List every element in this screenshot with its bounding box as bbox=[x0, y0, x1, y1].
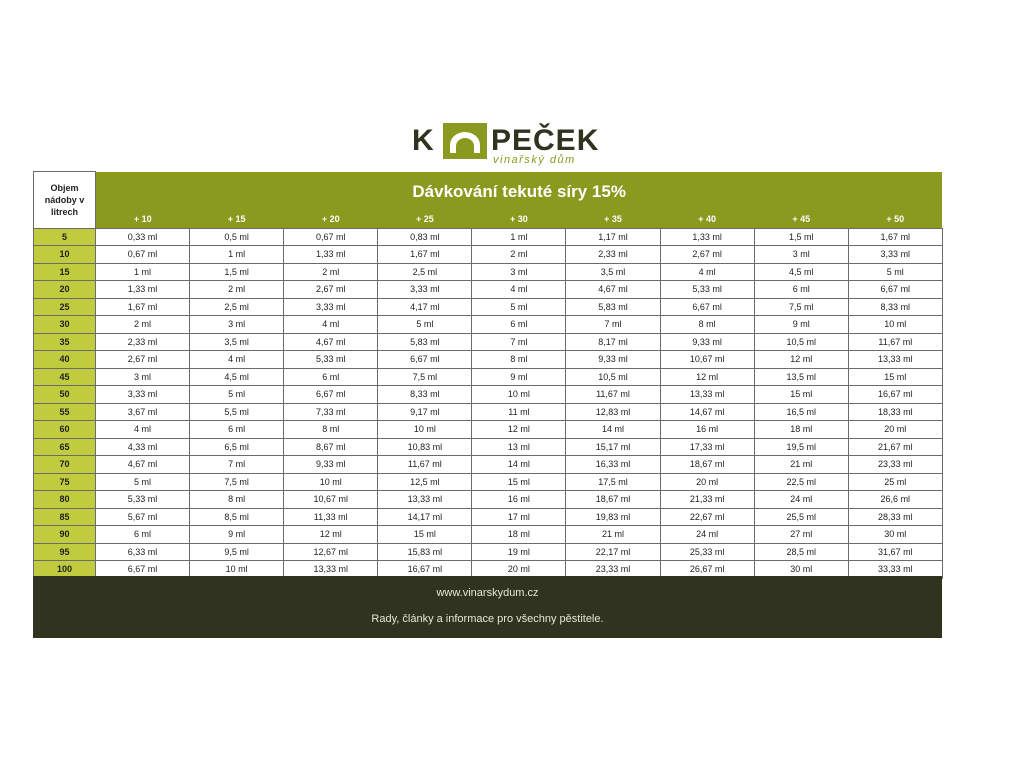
column-header-row bbox=[34, 210, 943, 229]
dose-cell: 14 ml bbox=[566, 421, 660, 439]
brand-logo bbox=[412, 120, 600, 166]
dose-cell: 0,5 ml bbox=[190, 228, 284, 246]
dose-cell: 9 ml bbox=[754, 316, 848, 334]
dose-cell: 2,67 ml bbox=[660, 246, 754, 264]
column-header: + 50 bbox=[848, 210, 942, 229]
dose-cell: 3 ml bbox=[472, 263, 566, 281]
dose-cell: 1,67 ml bbox=[848, 228, 942, 246]
dose-cell: 7,5 ml bbox=[378, 368, 472, 386]
dose-cell: 27 ml bbox=[754, 526, 848, 544]
dose-cell: 15 ml bbox=[848, 368, 942, 386]
dose-cell: 10,67 ml bbox=[284, 491, 378, 509]
column-header: + 10 bbox=[96, 210, 190, 229]
website-link[interactable]: www.vinarskydum.cz bbox=[436, 587, 539, 599]
dose-cell: 4 ml bbox=[190, 351, 284, 369]
dose-cell: 0,33 ml bbox=[96, 228, 190, 246]
dose-cell: 4 ml bbox=[96, 421, 190, 439]
dose-cell: 1,67 ml bbox=[378, 246, 472, 264]
dose-cell: 6,67 ml bbox=[284, 386, 378, 404]
dose-cell: 20 ml bbox=[660, 473, 754, 491]
dose-cell: 4,33 ml bbox=[96, 438, 190, 456]
dose-cell: 6,67 ml bbox=[378, 351, 472, 369]
dose-cell: 3 ml bbox=[754, 246, 848, 264]
dose-cell: 9,33 ml bbox=[660, 333, 754, 351]
dose-cell: 8 ml bbox=[660, 316, 754, 334]
dose-cell: 19 ml bbox=[472, 543, 566, 561]
row-volume-label: 20 bbox=[34, 281, 96, 299]
dosing-table bbox=[33, 171, 943, 579]
dose-cell: 12,83 ml bbox=[566, 403, 660, 421]
dose-cell: 21,67 ml bbox=[848, 438, 942, 456]
table-title: Dávkování tekuté síry 15% bbox=[96, 172, 943, 210]
dose-cell: 18,33 ml bbox=[848, 403, 942, 421]
row-volume-label: 60 bbox=[34, 421, 96, 439]
table-row bbox=[34, 263, 943, 281]
dose-cell: 17,33 ml bbox=[660, 438, 754, 456]
dose-cell: 8,67 ml bbox=[284, 438, 378, 456]
dose-cell: 6,33 ml bbox=[96, 543, 190, 561]
dose-cell: 6,67 ml bbox=[660, 298, 754, 316]
dose-cell: 3,33 ml bbox=[284, 298, 378, 316]
dose-cell: 5 ml bbox=[96, 473, 190, 491]
table-row bbox=[34, 281, 943, 299]
dose-cell: 14 ml bbox=[472, 456, 566, 474]
row-volume-label: 25 bbox=[34, 298, 96, 316]
dose-cell: 16,67 ml bbox=[848, 386, 942, 404]
dose-cell: 30 ml bbox=[848, 526, 942, 544]
dose-cell: 8 ml bbox=[284, 421, 378, 439]
dose-cell: 2 ml bbox=[96, 316, 190, 334]
dose-cell: 21 ml bbox=[754, 456, 848, 474]
dose-cell: 17 ml bbox=[472, 508, 566, 526]
row-volume-label: 70 bbox=[34, 456, 96, 474]
dose-cell: 31,67 ml bbox=[848, 543, 942, 561]
dose-cell: 22,17 ml bbox=[566, 543, 660, 561]
dose-cell: 6,67 ml bbox=[96, 561, 190, 579]
dose-cell: 0,83 ml bbox=[378, 228, 472, 246]
dose-cell: 9 ml bbox=[472, 368, 566, 386]
dose-cell: 1,33 ml bbox=[284, 246, 378, 264]
dose-cell: 16 ml bbox=[660, 421, 754, 439]
dose-cell: 22,5 ml bbox=[754, 473, 848, 491]
table-row bbox=[34, 491, 943, 509]
dose-cell: 1,67 ml bbox=[96, 298, 190, 316]
dose-cell: 11,67 ml bbox=[566, 386, 660, 404]
dose-cell: 8,5 ml bbox=[190, 508, 284, 526]
dose-cell: 0,67 ml bbox=[284, 228, 378, 246]
dose-cell: 8 ml bbox=[472, 351, 566, 369]
row-volume-label: 15 bbox=[34, 263, 96, 281]
dose-cell: 8,33 ml bbox=[378, 386, 472, 404]
table-body bbox=[34, 228, 943, 578]
dose-cell: 1,33 ml bbox=[96, 281, 190, 299]
dose-cell: 12,5 ml bbox=[378, 473, 472, 491]
dose-cell: 20 ml bbox=[848, 421, 942, 439]
dose-cell: 1,5 ml bbox=[754, 228, 848, 246]
dose-cell: 7,5 ml bbox=[190, 473, 284, 491]
dose-cell: 9 ml bbox=[190, 526, 284, 544]
dose-cell: 5,33 ml bbox=[284, 351, 378, 369]
table-row bbox=[34, 473, 943, 491]
dose-cell: 21,33 ml bbox=[660, 491, 754, 509]
dose-cell: 15 ml bbox=[378, 526, 472, 544]
dose-cell: 12 ml bbox=[472, 421, 566, 439]
row-volume-label: 40 bbox=[34, 351, 96, 369]
table-row bbox=[34, 246, 943, 264]
dose-cell: 10 ml bbox=[472, 386, 566, 404]
dose-cell: 5 ml bbox=[378, 316, 472, 334]
dose-cell: 5,5 ml bbox=[190, 403, 284, 421]
column-header: + 20 bbox=[284, 210, 378, 229]
dose-cell: 15,83 ml bbox=[378, 543, 472, 561]
dose-cell: 26,6 ml bbox=[848, 491, 942, 509]
dose-cell: 9,17 ml bbox=[378, 403, 472, 421]
dose-cell: 4,67 ml bbox=[96, 456, 190, 474]
row-volume-label: 80 bbox=[34, 491, 96, 509]
table-row bbox=[34, 456, 943, 474]
row-volume-label: 50 bbox=[34, 386, 96, 404]
dose-cell: 11,33 ml bbox=[284, 508, 378, 526]
dose-cell: 14,67 ml bbox=[660, 403, 754, 421]
dose-cell: 5 ml bbox=[848, 263, 942, 281]
dose-cell: 4 ml bbox=[284, 316, 378, 334]
dose-cell: 1 ml bbox=[190, 246, 284, 264]
dose-cell: 13,33 ml bbox=[848, 351, 942, 369]
dose-cell: 2,67 ml bbox=[284, 281, 378, 299]
dose-cell: 12 ml bbox=[754, 351, 848, 369]
dose-cell: 7,33 ml bbox=[284, 403, 378, 421]
dose-cell: 22,67 ml bbox=[660, 508, 754, 526]
dose-cell: 24 ml bbox=[660, 526, 754, 544]
table-row bbox=[34, 333, 943, 351]
dose-cell: 15 ml bbox=[472, 473, 566, 491]
dose-cell: 9,33 ml bbox=[566, 351, 660, 369]
row-volume-label: 95 bbox=[34, 543, 96, 561]
dose-cell: 15 ml bbox=[754, 386, 848, 404]
dose-cell: 12 ml bbox=[660, 368, 754, 386]
dose-cell: 10 ml bbox=[848, 316, 942, 334]
dose-cell: 12,67 ml bbox=[284, 543, 378, 561]
footer bbox=[33, 576, 942, 638]
dose-cell: 25 ml bbox=[848, 473, 942, 491]
dosing-table-wrapper bbox=[33, 171, 942, 579]
dose-cell: 13,33 ml bbox=[284, 561, 378, 579]
dose-cell: 16,33 ml bbox=[566, 456, 660, 474]
dose-cell: 16,5 ml bbox=[754, 403, 848, 421]
dose-cell: 5,33 ml bbox=[660, 281, 754, 299]
dose-cell: 3 ml bbox=[96, 368, 190, 386]
dose-cell: 23,33 ml bbox=[848, 456, 942, 474]
table-row bbox=[34, 228, 943, 246]
dose-cell: 3,33 ml bbox=[378, 281, 472, 299]
dose-cell: 3,67 ml bbox=[96, 403, 190, 421]
dose-cell: 14,17 ml bbox=[378, 508, 472, 526]
dose-cell: 3,5 ml bbox=[190, 333, 284, 351]
dose-cell: 6,67 ml bbox=[848, 281, 942, 299]
row-volume-label: 35 bbox=[34, 333, 96, 351]
column-header: + 25 bbox=[378, 210, 472, 229]
dose-cell: 25,33 ml bbox=[660, 543, 754, 561]
table-row bbox=[34, 351, 943, 369]
row-volume-label: 45 bbox=[34, 368, 96, 386]
dose-cell: 11,67 ml bbox=[378, 456, 472, 474]
dose-cell: 10,83 ml bbox=[378, 438, 472, 456]
dose-cell: 3,5 ml bbox=[566, 263, 660, 281]
dose-cell: 10,5 ml bbox=[566, 368, 660, 386]
dose-cell: 21 ml bbox=[566, 526, 660, 544]
dose-cell: 17,5 ml bbox=[566, 473, 660, 491]
dose-cell: 10 ml bbox=[190, 561, 284, 579]
dose-cell: 1,5 ml bbox=[190, 263, 284, 281]
dose-cell: 2,33 ml bbox=[96, 333, 190, 351]
dose-cell: 10 ml bbox=[378, 421, 472, 439]
dose-cell: 8 ml bbox=[190, 491, 284, 509]
dose-cell: 6 ml bbox=[190, 421, 284, 439]
dose-cell: 4 ml bbox=[660, 263, 754, 281]
dose-cell: 6 ml bbox=[754, 281, 848, 299]
dose-cell: 10,67 ml bbox=[660, 351, 754, 369]
dose-cell: 4,17 ml bbox=[378, 298, 472, 316]
table-row bbox=[34, 403, 943, 421]
dose-cell: 13,33 ml bbox=[378, 491, 472, 509]
table-row bbox=[34, 508, 943, 526]
dose-cell: 12 ml bbox=[284, 526, 378, 544]
dose-cell: 2,67 ml bbox=[96, 351, 190, 369]
dose-cell: 3,33 ml bbox=[848, 246, 942, 264]
dose-cell: 4,5 ml bbox=[190, 368, 284, 386]
row-volume-label: 10 bbox=[34, 246, 96, 264]
dose-cell: 9,33 ml bbox=[284, 456, 378, 474]
table-row bbox=[34, 368, 943, 386]
logo-subtitle: vinařský dům bbox=[493, 154, 576, 166]
dose-cell: 33,33 ml bbox=[848, 561, 942, 579]
column-header: + 40 bbox=[660, 210, 754, 229]
dose-cell: 8,33 ml bbox=[848, 298, 942, 316]
table-row bbox=[34, 526, 943, 544]
table-row bbox=[34, 298, 943, 316]
row-volume-label: 90 bbox=[34, 526, 96, 544]
dose-cell: 5,33 ml bbox=[96, 491, 190, 509]
footer-tagline: Rady, články a informace pro všechny pěstitele. bbox=[371, 613, 604, 625]
dose-cell: 5,83 ml bbox=[378, 333, 472, 351]
dose-cell: 2 ml bbox=[190, 281, 284, 299]
dose-cell: 18,67 ml bbox=[566, 491, 660, 509]
row-volume-label: 85 bbox=[34, 508, 96, 526]
dose-cell: 30 ml bbox=[754, 561, 848, 579]
dose-cell: 3,33 ml bbox=[96, 386, 190, 404]
row-volume-label: 75 bbox=[34, 473, 96, 491]
dose-cell: 16 ml bbox=[472, 491, 566, 509]
volume-header: Objem nádoby v litrech bbox=[34, 172, 96, 229]
dose-cell: 1 ml bbox=[472, 228, 566, 246]
column-header: + 35 bbox=[566, 210, 660, 229]
row-volume-label: 100 bbox=[34, 561, 96, 579]
dose-cell: 0,67 ml bbox=[96, 246, 190, 264]
dose-cell: 24 ml bbox=[754, 491, 848, 509]
dose-cell: 6 ml bbox=[284, 368, 378, 386]
dose-cell: 26,67 ml bbox=[660, 561, 754, 579]
dose-cell: 1 ml bbox=[96, 263, 190, 281]
dose-cell: 28,5 ml bbox=[754, 543, 848, 561]
logo-letter-k: K bbox=[412, 124, 435, 157]
dose-cell: 18 ml bbox=[754, 421, 848, 439]
dose-cell: 1,17 ml bbox=[566, 228, 660, 246]
dose-cell: 11 ml bbox=[472, 403, 566, 421]
dose-cell: 11,67 ml bbox=[848, 333, 942, 351]
dose-cell: 16,67 ml bbox=[378, 561, 472, 579]
column-header: + 30 bbox=[472, 210, 566, 229]
table-row bbox=[34, 421, 943, 439]
dose-cell: 18,67 ml bbox=[660, 456, 754, 474]
dose-cell: 13,33 ml bbox=[660, 386, 754, 404]
dose-cell: 4 ml bbox=[472, 281, 566, 299]
dose-cell: 13,5 ml bbox=[754, 368, 848, 386]
column-header: + 45 bbox=[754, 210, 848, 229]
dose-cell: 28,33 ml bbox=[848, 508, 942, 526]
dose-cell: 7 ml bbox=[190, 456, 284, 474]
dose-cell: 1,33 ml bbox=[660, 228, 754, 246]
dose-cell: 5 ml bbox=[472, 298, 566, 316]
table-row bbox=[34, 543, 943, 561]
logo-wordmark: PEČEK bbox=[491, 124, 600, 157]
dose-cell: 4,67 ml bbox=[284, 333, 378, 351]
dose-cell: 7 ml bbox=[566, 316, 660, 334]
dose-cell: 5,83 ml bbox=[566, 298, 660, 316]
dose-cell: 19,83 ml bbox=[566, 508, 660, 526]
dose-cell: 10 ml bbox=[284, 473, 378, 491]
dose-cell: 8,17 ml bbox=[566, 333, 660, 351]
dose-cell: 6,5 ml bbox=[190, 438, 284, 456]
dose-cell: 2,5 ml bbox=[190, 298, 284, 316]
dose-cell: 13 ml bbox=[472, 438, 566, 456]
table-row bbox=[34, 316, 943, 334]
dose-cell: 7,5 ml bbox=[754, 298, 848, 316]
dose-cell: 5 ml bbox=[190, 386, 284, 404]
row-volume-label: 5 bbox=[34, 228, 96, 246]
dose-cell: 2,5 ml bbox=[378, 263, 472, 281]
dose-cell: 7 ml bbox=[472, 333, 566, 351]
dose-cell: 19,5 ml bbox=[754, 438, 848, 456]
dose-cell: 4,5 ml bbox=[754, 263, 848, 281]
dose-cell: 6 ml bbox=[96, 526, 190, 544]
table-row bbox=[34, 438, 943, 456]
dose-cell: 18 ml bbox=[472, 526, 566, 544]
dose-cell: 20 ml bbox=[472, 561, 566, 579]
dose-cell: 9,5 ml bbox=[190, 543, 284, 561]
row-volume-label: 55 bbox=[34, 403, 96, 421]
column-header: + 15 bbox=[190, 210, 284, 229]
row-volume-label: 30 bbox=[34, 316, 96, 334]
dose-cell: 2,33 ml bbox=[566, 246, 660, 264]
dose-cell: 4,67 ml bbox=[566, 281, 660, 299]
dose-cell: 5,67 ml bbox=[96, 508, 190, 526]
dose-cell: 25,5 ml bbox=[754, 508, 848, 526]
dose-cell: 2 ml bbox=[472, 246, 566, 264]
table-row bbox=[34, 386, 943, 404]
logo-arch-icon bbox=[443, 123, 487, 159]
dose-cell: 15,17 ml bbox=[566, 438, 660, 456]
dose-cell: 6 ml bbox=[472, 316, 566, 334]
dose-cell: 2 ml bbox=[284, 263, 378, 281]
row-volume-label: 65 bbox=[34, 438, 96, 456]
dose-cell: 10,5 ml bbox=[754, 333, 848, 351]
dose-cell: 3 ml bbox=[190, 316, 284, 334]
dose-cell: 23,33 ml bbox=[566, 561, 660, 579]
